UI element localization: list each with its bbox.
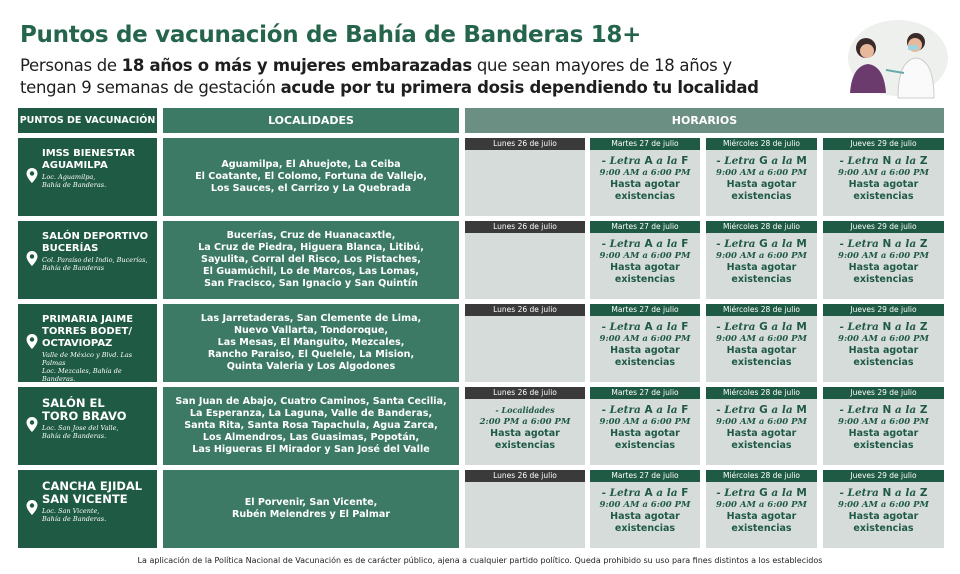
footer-disclaimer: La aplicación de la Política Nacional de Vacunación es de carácter público, ajena a cualquier partido político. Queda prohibido su uso para fines distintos a los establecidos: [137, 556, 823, 565]
day-header: Martes 27 de julio: [590, 304, 700, 316]
location-pin-icon: [26, 417, 38, 432]
localidades-list: Las Jarretaderas, San Clemente de Lima, Nuevo Vallarta, Tondoroque, Las Mesas, El Manguito, Mezcales, Rancho Paraiso, El Quelele, La Mision, Quinta Valeria y Los Algodones: [163, 304, 459, 382]
day-header: Miércoles 28 de julio: [706, 138, 817, 150]
day-header: Jueves 29 de julio: [823, 304, 944, 316]
note-line-1: Hasta agotar: [726, 179, 797, 190]
note-line-1: Hasta agotar: [610, 345, 680, 356]
site-address: Valle de México y Blvd. Las Palmas Loc. Mezcales, Bahía de Banderas.: [42, 351, 133, 383]
note-line-1: Hasta agotar: [848, 179, 919, 190]
time-range: 9:00 AM a 6:00 PM: [599, 333, 691, 344]
monday-note: - Localidades: [495, 405, 555, 415]
letter-range: - Letra G a la M: [716, 321, 807, 333]
schedule-cell: [465, 387, 585, 465]
header-puntos: PUNTOS DE VACUNACIÓN: [18, 108, 157, 133]
note-line-2: existencias: [614, 190, 676, 202]
letter-range: - Letra N a la Z: [839, 321, 928, 333]
site-card: [18, 470, 157, 548]
note-line-2: existencias: [614, 522, 676, 534]
note-line-1: Hasta agotar: [726, 345, 797, 356]
location-pin-icon: [26, 334, 38, 349]
letter-range: - Letra A a la F: [601, 321, 689, 333]
note-line-1: Hasta agotar: [610, 179, 680, 190]
time-range: 9:00 AM a 6:00 PM: [838, 333, 929, 344]
day-header: Martes 27 de julio: [590, 138, 700, 150]
localidades-list: Aguamilpa, El Ahuejote, La Ceiba El Coatante, El Colomo, Fortuna de Vallejo, Los Sauces, el Carrizo y La Quebrada: [163, 138, 459, 216]
time-range: 9:00 AM a 6:00 PM: [716, 416, 807, 427]
day-header: Miércoles 28 de julio: [706, 470, 817, 482]
note-line-1: Hasta agotar: [848, 262, 919, 273]
day-header: Jueves 29 de julio: [823, 221, 944, 233]
page-title: Puntos de vacunación de Bahía de Banderas 18+: [20, 22, 642, 48]
letter-range: - Letra A a la F: [601, 155, 689, 167]
schedule-cell: [706, 138, 817, 216]
site-address: Loc. Aguamilpa, Bahía de Banderas.: [42, 173, 107, 189]
subtitle-line-1: Personas de 18 años o más y mujeres embarazadas que sean mayores de 18 años y: [20, 56, 732, 75]
location-pin-icon: [26, 168, 38, 183]
schedule-cell: [823, 470, 944, 548]
site-address: Col. Paraíso del Indio, Bucerías, Bahía de Banderas: [42, 256, 148, 272]
site-row: [18, 304, 944, 382]
letter-range: - Letra N a la Z: [839, 238, 928, 250]
time-range: 9:00 AM a 6:00 PM: [838, 499, 929, 510]
day-header: Lunes 26 de julio: [465, 387, 585, 399]
time-range: 9:00 AM a 6:00 PM: [599, 167, 691, 178]
note-line-1: Hasta agotar: [726, 428, 797, 439]
note-line-2: existencias: [614, 439, 676, 451]
day-header: Miércoles 28 de julio: [706, 304, 817, 316]
note-line-2: existencias: [853, 356, 914, 368]
site-row: [18, 221, 944, 299]
time-range: 9:00 AM a 6:00 PM: [838, 167, 929, 178]
letter-range: - Letra A a la F: [601, 404, 689, 416]
note-line-1: Hasta agotar: [726, 511, 797, 522]
day-header: Jueves 29 de julio: [823, 470, 944, 482]
note-line-2: existencias: [731, 439, 792, 451]
site-row: [18, 470, 944, 548]
note-line-1: Hasta agotar: [848, 345, 919, 356]
time-range: 9:00 AM a 6:00 PM: [599, 499, 691, 510]
note-line-2: existencias: [853, 190, 914, 202]
letter-range: - Letra G a la M: [716, 404, 807, 416]
day-header: Martes 27 de julio: [590, 221, 700, 233]
site-card: [18, 387, 157, 465]
schedule-cell: [706, 221, 817, 299]
schedule-cell: [590, 304, 700, 382]
letter-range: - Letra N a la Z: [839, 155, 928, 167]
note-line-2: existencias: [614, 273, 676, 285]
note-line-2: existencias: [853, 273, 914, 285]
localidades-list: San Juan de Abajo, Cuatro Caminos, Santa Cecilia, La Esperanza, La Laguna, Valle de Banderas, Santa Rita, Santa Rosa Tapachula, Agua Zarca, Los Almendros, Las Guasimas, Popotán, Las Higueras El Mirador y San José del Valle: [163, 387, 459, 465]
time-range: 9:00 AM a 6:00 PM: [599, 250, 691, 261]
header-localidades: LOCALIDADES: [163, 108, 459, 133]
monday-note-2: existencias: [494, 439, 556, 451]
schedule-cell: [706, 387, 817, 465]
day-header: Miércoles 28 de julio: [706, 221, 817, 233]
day-header: Lunes 26 de julio: [465, 138, 585, 150]
note-line-2: existencias: [731, 190, 792, 202]
letter-range: - Letra G a la M: [716, 238, 807, 250]
site-card: [18, 304, 157, 382]
site-row: [18, 138, 944, 216]
day-header: Lunes 26 de julio: [465, 304, 585, 316]
schedule-cell: [590, 470, 700, 548]
monday-time: 2:00 PM a 6:00 PM: [479, 416, 571, 427]
note-line-1: Hasta agotar: [726, 262, 797, 273]
vaccination-illustration: [838, 18, 950, 110]
note-line-2: existencias: [731, 522, 792, 534]
subtitle-line-2: tengan 9 semanas de gestación acude por tu primera dosis dependiendo tu localidad: [20, 78, 759, 97]
site-card: [18, 138, 157, 216]
time-range: 9:00 AM a 6:00 PM: [716, 333, 807, 344]
schedule-cell: [706, 470, 817, 548]
note-line-1: Hasta agotar: [610, 511, 680, 522]
letter-range: - Letra G a la M: [716, 487, 807, 499]
day-header: Jueves 29 de julio: [823, 138, 944, 150]
time-range: 9:00 AM a 6:00 PM: [716, 499, 807, 510]
schedule-cell: [465, 304, 585, 382]
day-header: Lunes 26 de julio: [465, 470, 585, 482]
site-address: Loc. San Vicente, Bahía de Banderas.: [42, 507, 107, 523]
schedule-cell: [590, 221, 700, 299]
note-line-1: Hasta agotar: [610, 262, 680, 273]
time-range: 9:00 AM a 6:00 PM: [599, 416, 691, 427]
letter-range: - Letra N a la Z: [839, 487, 928, 499]
note-line-1: Hasta agotar: [848, 428, 919, 439]
day-header: Martes 27 de julio: [590, 470, 700, 482]
site-name: IMSS BIENESTAR AGUAMILPA: [42, 148, 136, 171]
schedule-cell: [465, 221, 585, 299]
note-line-2: existencias: [853, 522, 914, 534]
monday-note-1: Hasta agotar: [490, 428, 560, 439]
schedule-cell: [823, 304, 944, 382]
time-range: 9:00 AM a 6:00 PM: [838, 250, 929, 261]
schedule-cell: [823, 387, 944, 465]
note-line-1: Hasta agotar: [848, 511, 919, 522]
site-card: [18, 221, 157, 299]
time-range: 9:00 AM a 6:00 PM: [716, 167, 807, 178]
schedule-cell: [590, 387, 700, 465]
site-name: SALÓN EL TORO BRAVO: [42, 396, 127, 423]
schedule-cell: [823, 221, 944, 299]
site-address: Loc. San Jose del Valle, Bahía de Banderas.: [42, 424, 119, 440]
schedule-cell: [590, 138, 700, 216]
letter-range: - Letra A a la F: [601, 487, 689, 499]
schedule-cell: [823, 138, 944, 216]
location-pin-icon: [26, 251, 38, 266]
schedule-cell: [465, 470, 585, 548]
note-line-2: existencias: [731, 356, 792, 368]
header-horarios: HORARIOS: [465, 108, 944, 133]
location-pin-icon: [26, 500, 38, 515]
letter-range: - Letra G a la M: [716, 155, 807, 167]
schedule-cell: [706, 304, 817, 382]
localidades-list: El Porvenir, San Vicente, Rubén Melendres y El Palmar: [163, 470, 459, 548]
site-name: CANCHA EJIDAL SAN VICENTE: [42, 479, 143, 506]
letter-range: - Letra N a la Z: [839, 404, 928, 416]
time-range: 9:00 AM a 6:00 PM: [838, 416, 929, 427]
day-header: Lunes 26 de julio: [465, 221, 585, 233]
letter-range: - Letra A a la F: [601, 238, 689, 250]
note-line-2: existencias: [731, 273, 792, 285]
localidades-list: Bucerías, Cruz de Huanacaxtle, La Cruz de Piedra, Higuera Blanca, Litibú, Sayulita, Corral del Risco, Los Pistaches, El Guamúchil, Lo de Marcos, Las Lomas, San Fracisco, San Ignacio y San Quintín: [163, 221, 459, 299]
note-line-2: existencias: [614, 356, 676, 368]
site-row: [18, 387, 944, 465]
time-range: 9:00 AM a 6:00 PM: [716, 250, 807, 261]
site-name: PRIMARIA JAIME TORRES BODET/ OCTAVIOPAZ: [42, 314, 134, 349]
note-line-2: existencias: [853, 439, 914, 451]
schedule-cell: [465, 138, 585, 216]
site-name: SALÓN DEPORTIVO BUCERÍAS: [42, 231, 149, 254]
day-header: Jueves 29 de julio: [823, 387, 944, 399]
note-line-1: Hasta agotar: [610, 428, 680, 439]
day-header: Miércoles 28 de julio: [706, 387, 817, 399]
day-header: Martes 27 de julio: [590, 387, 700, 399]
